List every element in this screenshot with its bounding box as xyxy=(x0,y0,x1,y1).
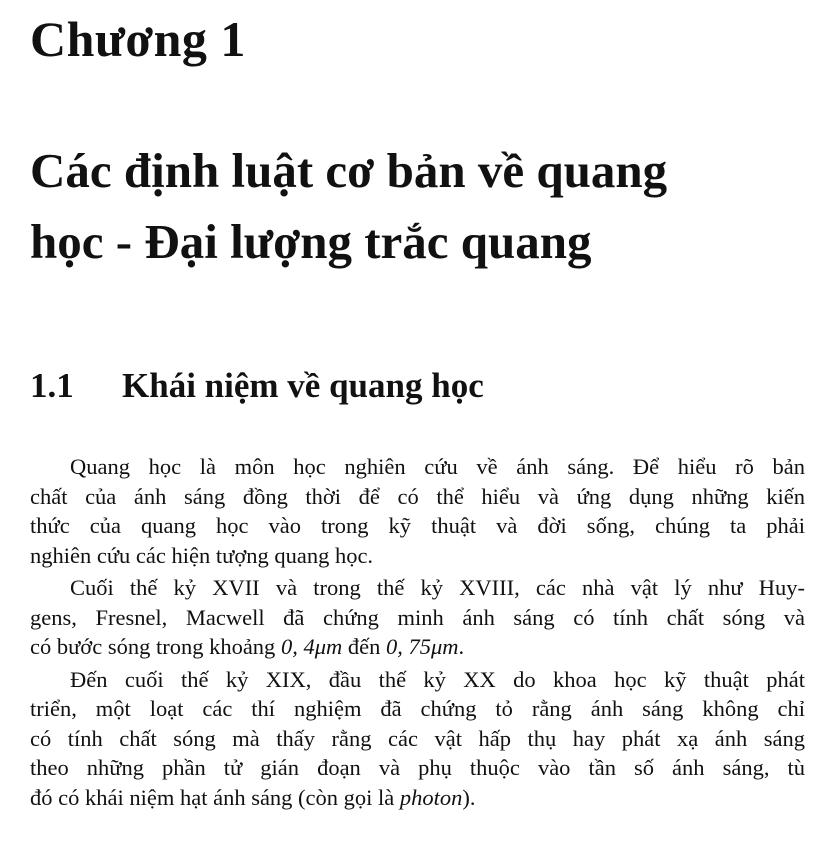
text-line xyxy=(30,783,805,813)
text-line: theo những phần tử gián đoạn và phụ thuộc vào tần số ánh sáng, tù xyxy=(30,755,805,780)
text-segment: . xyxy=(458,634,465,659)
text-segment: có bước sóng trong khoảng xyxy=(30,634,281,659)
chapter-title xyxy=(30,135,820,277)
text-line: có tính chất sóng mà thấy rằng các vật hấp thụ hay phát xạ ánh sáng xyxy=(30,725,805,751)
section-heading xyxy=(30,365,484,407)
text-line: chất của ánh sáng đồng thời để có thể hiểu và ứng dụng những kiến xyxy=(30,483,805,509)
chapter-title-line: học - Đại lượng trắc quang xyxy=(30,214,592,269)
math-wavelength-min: 0, 4μm xyxy=(280,634,343,659)
body-text xyxy=(30,452,805,812)
text-line: Cuối thế kỷ XVII và trong thế kỷ XVIII, các nhà vật lý như Huy- xyxy=(70,575,805,600)
text-line: Đến cuối thế kỷ XIX, đầu thế kỷ XX do khoa học kỹ thuật phát xyxy=(70,666,805,692)
section-title: Khái niệm về quang học xyxy=(122,366,484,405)
text-line: gens, Fresnel, Macwell đã chứng minh ánh sáng có tính chất sóng và xyxy=(30,604,805,630)
text-line: nghiên cứu các hiện tượng quang học. xyxy=(30,542,374,568)
text-line: thức của quang học vào trong kỹ thuật và đời sống, chúng ta phải xyxy=(30,513,805,538)
text-line: triển, một loạt các thí nghiệm đã chứng tỏ rằng ánh sáng không chỉ xyxy=(30,696,805,721)
paragraph-intro xyxy=(30,452,805,570)
text-segment: đến xyxy=(342,634,386,659)
text-segment: ). xyxy=(462,784,476,810)
paragraph-wave-theory xyxy=(30,573,805,662)
term-photon: photon xyxy=(399,784,463,810)
text-line: Quang học là môn học nghiên cứu về ánh sáng. Để hiểu rõ bản xyxy=(70,454,805,479)
text-segment: đó có khái niệm hạt ánh sáng (còn gọi là xyxy=(30,784,400,810)
chapter-label: Chương 1 xyxy=(30,11,246,67)
chapter-title-line: Các định luật cơ bản về quang xyxy=(30,143,668,198)
text-line xyxy=(30,632,805,662)
math-wavelength-max: 0, 75μm xyxy=(385,634,459,659)
section-number: 1.1 xyxy=(30,366,74,405)
paragraph-photon xyxy=(30,665,805,813)
